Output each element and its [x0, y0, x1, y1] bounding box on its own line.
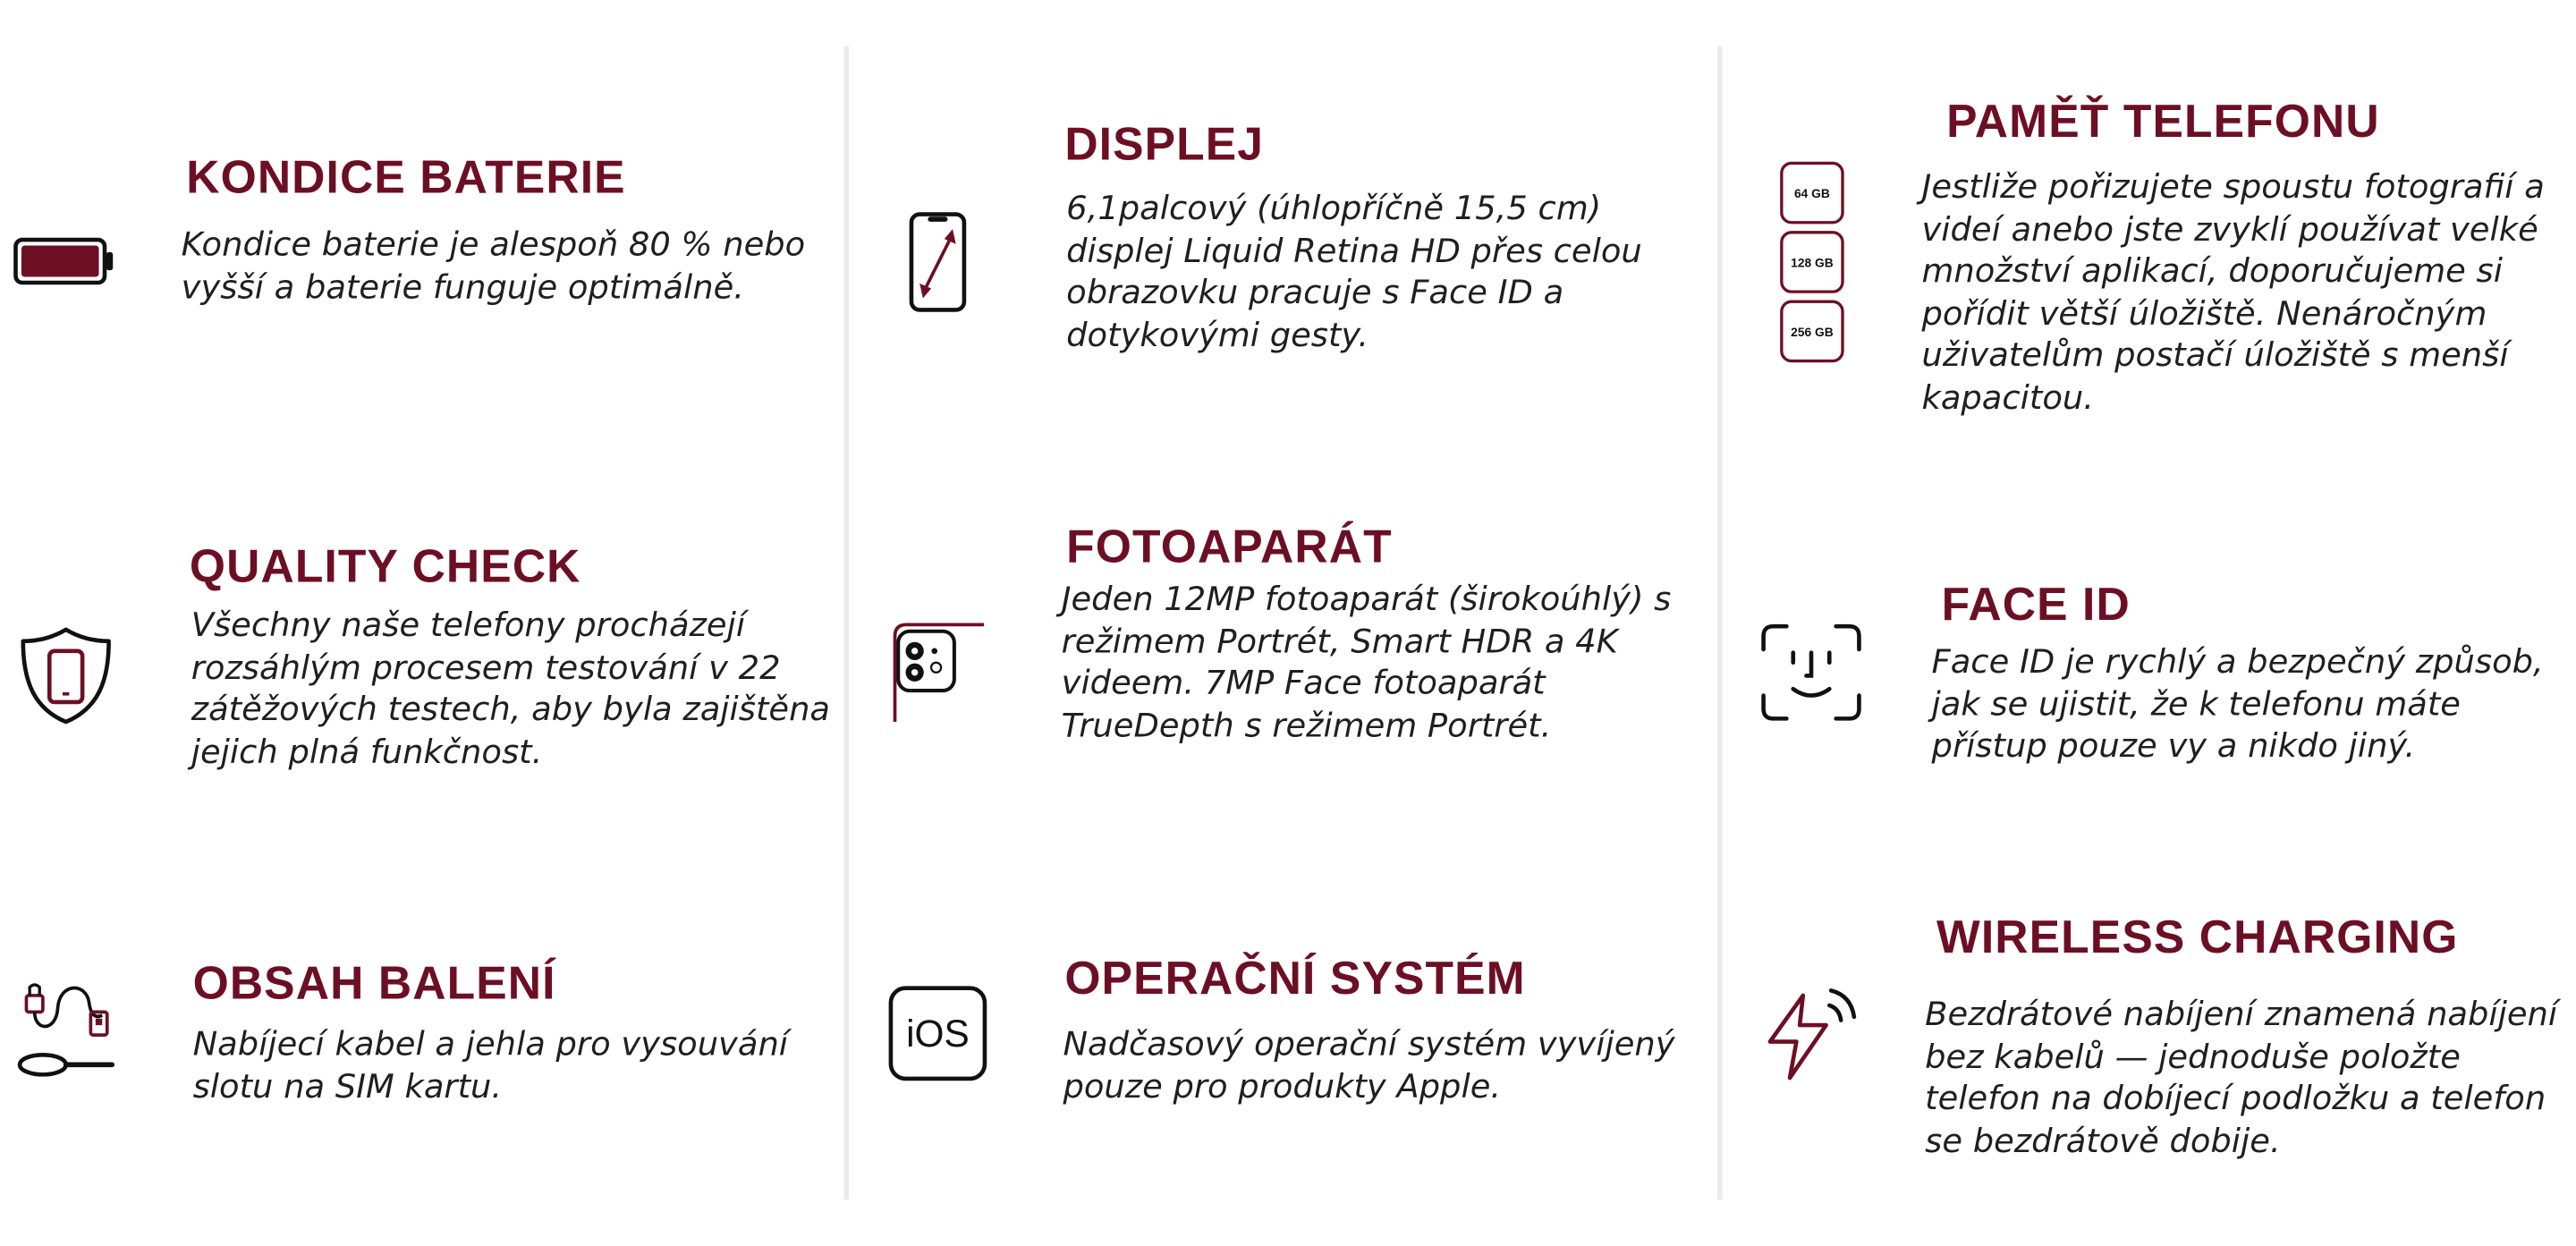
storage-chip-label: 256 GB	[1791, 324, 1834, 339]
battery-icon	[13, 237, 115, 286]
feature-title: OBSAH BALENÍ	[192, 957, 556, 1009]
storage-chip-label: 128 GB	[1791, 255, 1834, 270]
phone-diagonal-icon	[908, 211, 967, 313]
feature-title: FACE ID	[1941, 578, 2131, 630]
wireless-charging-icon	[1764, 986, 1860, 1085]
feature-description: Face ID je rychlý a bezpečný způsob, jak se ujistit, že k telefonu máte přístup pouze vy a nikdo jiný.	[1931, 640, 2544, 765]
face-id-icon	[1760, 623, 1862, 723]
cable-and-sim-pin-icon	[13, 976, 119, 1085]
storage-chip	[1782, 301, 1843, 360]
column-divider	[1717, 47, 1723, 1200]
feature-description: Bezdrátové nabíjení znamená nabíjení bez kabelů — jednoduše položte telefon na dobíjecí podložku a telefon se bezdrátově dobije.	[1925, 994, 2558, 1160]
feature-title: FOTOAPARÁT	[1066, 521, 1393, 572]
ios-icon-label: iOS	[906, 1013, 970, 1055]
feature-description: Všechny naše telefony procházejí rozsáhlým procesem testování v 22 zátěžových testech, aby byla zajištěna jejich plná funkčnost.	[191, 605, 831, 771]
feature-title: QUALITY CHECK	[189, 540, 581, 592]
camera-icon	[890, 620, 989, 725]
storage-chip-label: 64 GB	[1794, 186, 1830, 201]
feature-title: DISPLEJ	[1064, 118, 1265, 170]
feature-title: KONDICE BATERIE	[186, 151, 626, 203]
storage-options-icon	[1780, 162, 1846, 363]
storage-chip	[1782, 163, 1843, 222]
feature-title: PAMĚŤ TELEFONU	[1946, 95, 2380, 147]
storage-chip	[1782, 233, 1843, 292]
feature-description: Kondice baterie je alespoň 80 % nebo vyšší a baterie funguje optimálně.	[181, 224, 806, 306]
feature-description: Jeden 12MP fotoaparát (širokoúhlý) s režimem Portrét, Smart HDR a 4K videem. 7MP Face fotoaparát TrueDepth s režimem Portrét.	[1061, 578, 1672, 744]
feature-description: Jestliže pořizujete spoustu fotografií a videí anebo jste zvyklí používat velké množství aplikací, doporučujeme si pořídit větší úložiště. Nenáročným uživatelům postačí úložiště s menší kapacitou.	[1921, 166, 2545, 417]
column-divider	[843, 47, 849, 1200]
ios-icon	[888, 986, 987, 1081]
feature-title: WIRELESS CHARGING	[1936, 911, 2459, 963]
feature-description: 6,1palcový (úhlopříčně 15,5 cm) displej Liquid Retina HD přes celou obrazovku pracuje s Face ID a dotykovými gesty.	[1066, 188, 1642, 354]
shield-phone-icon	[20, 626, 112, 725]
feature-title: OPERAČNÍ SYSTÉM	[1064, 953, 1526, 1004]
feature-description: Nadčasový operační systém vyvíjený pouze pro produkty Apple.	[1063, 1023, 1675, 1106]
feature-description: Nabíjecí kabel a jehla pro vysouvání slotu na SIM kartu.	[192, 1023, 789, 1106]
